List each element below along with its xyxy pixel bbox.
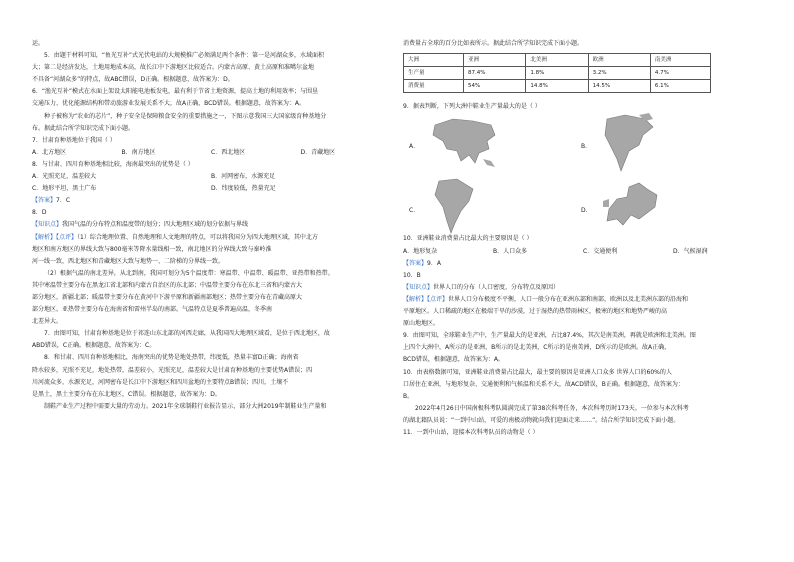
map-option-a-label[interactable]: A．	[409, 143, 420, 151]
answer-label: 【答案】	[403, 259, 428, 267]
text-line	[32, 74, 390, 86]
q7-options	[32, 147, 390, 159]
text-line-content: 7．由图可知，甘肃育种基地是位于祁连山东北部的河西走廊，从我国四大地理区域看，是位于西北地区，故	[44, 330, 330, 338]
text-line	[32, 135, 390, 147]
text-line-content: （2）根据气温的南北差异，从北到南，我国可划分为5个温度带：寒温带、中温带、暖温带、亚热带和热带。	[44, 269, 334, 277]
answer-9	[403, 258, 763, 270]
text-line	[32, 50, 390, 62]
table-header-cell: 大洲	[404, 54, 464, 67]
question-9: 9．据表判断，下列大洲中鞋业生产量最大的是（ ）	[403, 103, 541, 111]
text-line	[403, 354, 763, 366]
analysis-label: 【解析】	[403, 295, 428, 303]
text-line	[403, 306, 763, 318]
q8-option-a[interactable]: A．光照充足，温差较大	[32, 173, 97, 181]
shoe-industry-table	[403, 53, 711, 93]
text-line-content: 上四个大洲中，A所示的是亚洲，B所示的是北美洲，C所示的是南美洲，D所示的是欧洲。故A正确，	[403, 344, 671, 352]
text-line-content: 大；第二是经济发达，土地用地成本高，故长江中下游地区比较适合。内蒙古高原、黄土高原和准噶尔盆地	[32, 64, 315, 72]
text-line-content: 制鞋产业生产过程中需要大量的劳动力。2021年全球制鞋行业报告显示，部分大洲2019年制鞋业生产量和	[44, 402, 327, 410]
q8-option-c[interactable]: C．地形平坦，黑土广布	[32, 185, 97, 193]
table-cell: 87.4%	[464, 67, 526, 80]
text-line-content: 的湖北籍队员说：“一到中山站，可爱的南极动物就向我们迎面走来……”。结合所学知识完成下面小题。	[403, 416, 680, 424]
text-line	[32, 86, 390, 98]
text-line	[32, 123, 390, 135]
north-america-map-icon[interactable]	[599, 113, 659, 175]
table-cell: 14.8%	[526, 80, 588, 93]
answer-9-value: 9．A	[427, 259, 441, 267]
text-line	[32, 280, 390, 292]
text-line-content: 口居住在亚洲，与地形复杂、交通便利和气候温和关系不大，故ACD错误，B正确。根据题意，故答案为：	[403, 380, 684, 388]
south-america-map-icon[interactable]	[429, 177, 479, 235]
comment-label: 【点评】	[427, 295, 449, 303]
table-cell: 3.2%	[588, 67, 650, 80]
table-cell: 4.7%	[650, 67, 710, 80]
table-header-row	[404, 54, 711, 67]
text-line-content: 10．由表格数据可知，亚洲鞋业消费量占比最大，最主要的原因是亚洲人口众多 世界人口的60%的人	[403, 368, 672, 376]
map-option-c-label[interactable]: C．	[409, 207, 420, 215]
text-line-content: 6．“渔光互补”模式在水面上架设太阳能电池板发电，最有利于节省土地资源，提高土地的利用效率；与围垦	[32, 88, 319, 96]
text-line	[403, 391, 763, 403]
analysis-label: 【解析】	[32, 233, 57, 241]
text-line-content: BCD错误，根据题意，故答案为：A。	[403, 356, 504, 364]
asia-map-icon[interactable]	[429, 115, 499, 171]
q8-options-row1	[32, 171, 390, 183]
text-line-content: 其中寒温带主要分布在黑龙江省北部和内蒙古自治区的东北部；中温带主要分布在东北三省和内蒙古大	[32, 281, 303, 289]
q8-option-b[interactable]: B．河网密布，水源充足	[211, 173, 276, 181]
text-line-content: 河一线一致，西北地区和青藏地区大致与地势一、二阶梯的分界线一致。	[32, 257, 225, 265]
q10-option-a[interactable]: A．地形复杂	[403, 247, 438, 255]
table-cell: 消费量	[404, 80, 464, 93]
text-line	[32, 401, 390, 413]
text-line-content: 部分地区。亚热带主要分布在海南省和雷州半岛的南部。气温特点是夏季普遍高温，冬季南	[32, 306, 273, 314]
q8-option-d[interactable]: D．纬度较低，热量充足	[211, 185, 276, 193]
q8-options-row2	[32, 183, 390, 195]
continent-map-options	[403, 113, 763, 233]
text-line-content: 北差异大。	[32, 318, 63, 326]
knowledge-point-1	[32, 219, 390, 231]
q7-option-b[interactable]: B．南方地区	[121, 148, 156, 156]
map-option-b-label[interactable]: B．	[581, 143, 592, 151]
text-line-content: 交通压力、优化能源结构和带动旅游业发展关系不大，故A正确，BCD错误。根据题意，故答案为：A。	[32, 100, 306, 108]
text-line-content: 降水较多，光照不充足，地处热带，温差较小，光照充足，温差较大是甘肃育种基地的主要优势A错误；四	[32, 366, 313, 374]
table-row	[404, 67, 711, 80]
text-line	[403, 342, 763, 354]
q7-option-a[interactable]: A．北方地区	[32, 148, 67, 156]
europe-map-icon[interactable]	[599, 179, 661, 231]
text-line	[32, 389, 390, 401]
table-cell: 14.5%	[588, 80, 650, 93]
text-line-content: 原山地地区。	[403, 320, 440, 328]
text-line	[32, 352, 390, 364]
table-header-cell: 亚洲	[464, 54, 526, 67]
table-header-cell: 欧洲	[588, 54, 650, 67]
text-line-content: 运。	[32, 40, 45, 47]
text-line	[32, 316, 390, 328]
question-10: 10．亚洲鞋业消费量占比最大的主要原因是（ ）	[403, 235, 533, 243]
knowledge-text-2: 世界人口的分布（人口密度、分布特点及原因）	[433, 283, 560, 291]
table-cell: 54%	[464, 80, 526, 93]
text-line	[32, 377, 390, 389]
text-line	[403, 427, 763, 439]
analysis-text: （1）综合地理位置、自然地理和人文地理的特点，可以将我国分为四大地理区域，其中北方	[77, 233, 318, 241]
text-line	[32, 304, 390, 316]
table-header-cell: 南美洲	[650, 54, 710, 67]
text-line-content: 地区和南方地区的界线大致与800毫米等降水量线相一致，南北地区的分界线大致与秦岭淮	[32, 245, 272, 253]
answer-7	[32, 195, 390, 207]
text-line-content: 5．由题干材料可知，“鱼光互补”式光伏电站的大规模推广必须满足两个条件：第一是河湖众多，水域面积	[44, 52, 325, 60]
text-line-content: 川河流众多，水源充足，河网密布是长江中下游地区和四川盆地的主要特点B错误；四川，土壤不	[32, 378, 289, 386]
text-line	[403, 379, 763, 391]
text-line	[403, 367, 763, 379]
q7-option-d[interactable]: D．青藏地区	[300, 148, 336, 156]
table-cell: 1.8%	[526, 67, 588, 80]
q10-options	[403, 246, 763, 258]
q10-option-b[interactable]: B．人口众多	[493, 247, 528, 255]
text-line	[32, 62, 390, 74]
text-line	[32, 98, 390, 110]
text-line	[32, 244, 390, 256]
text-line-content: B。	[403, 392, 414, 400]
comment-label: 【点评】	[56, 233, 78, 241]
knowledge-point-2	[403, 282, 763, 294]
right-column	[403, 38, 763, 439]
table-intro: 消费量占全球的百分比如表所示。据此结合所学知识完成下面小题。	[403, 40, 584, 47]
map-option-d-label[interactable]: D．	[581, 207, 592, 215]
knowledge-text: 我国气温的分布特点和温度带的划分；四大地理区域的划分依据与界线	[62, 221, 249, 229]
q7-option-c[interactable]: C．西北地区	[211, 148, 246, 156]
text-line	[32, 292, 390, 304]
answer-label: 【答案】	[32, 197, 57, 205]
table-row	[404, 80, 711, 93]
text-line	[403, 318, 763, 330]
answer-8: 8．D	[32, 209, 47, 217]
text-line	[403, 415, 763, 427]
text-line	[403, 330, 763, 342]
table-cell: 生产量	[404, 67, 464, 80]
q10-option-d[interactable]: D．气候湿润	[673, 247, 708, 255]
text-line	[32, 328, 390, 340]
knowledge-label: 【知识点】	[403, 283, 434, 291]
left-column	[32, 38, 390, 413]
text-line	[403, 403, 763, 415]
analysis-1	[32, 232, 390, 244]
text-line-content: 8．和甘肃、四川育种基地相比，海南突出的优势是地处热带，纬度低，热量丰富D正确；海南省	[44, 354, 299, 362]
question-8: 8．与甘肃、四川育种基地相比较，海南最突出的优势是（ ）	[32, 160, 194, 168]
answer-10: 10．B	[403, 271, 421, 279]
text-line-content: 世界人口分布极度不平衡，人口一般分布在亚洲东部和南部，欧洲以及北美洲东部的沿海和	[448, 295, 689, 303]
table-header-cell: 北美洲	[526, 54, 588, 67]
text-line-content: ABD错误，C正确。根据题意，故答案为：C。	[32, 342, 156, 350]
text-line	[403, 294, 763, 306]
text-line-content: 2022年4月26日中国南极科考队圆满完成了第38次科考任务，本次科考历时173天。一位参与本次科考	[415, 404, 689, 412]
text-line	[32, 340, 390, 352]
text-line-content: 部分地区，新疆北部；暖温带主要分布在黄河中下游平原和新疆南部地区；热带主要分布在青藏高原大	[32, 293, 303, 301]
knowledge-label: 【知识点】	[32, 221, 63, 229]
table-cell: 6.1%	[650, 80, 710, 93]
text-line	[32, 268, 390, 280]
text-line	[32, 365, 390, 377]
text-line-content: 不具备“河湖众多”的特点，故ABC错误，D正确。根据题意，故答案为：D。	[32, 76, 234, 84]
answer-7-value: 7．C	[56, 197, 71, 205]
text-line-content: 平原地区。人口稀疏的地区在极端干旱的沙漠，过于湿热的热带雨林区，极寒的地区和地势严峻的高	[403, 308, 668, 316]
text-line-content: 是黑土，黑土主要分布在东北地区，C错误。根据题意，故答案为：D。	[32, 390, 221, 398]
text-line-content: 布。据此结合所学知识完成下面小题。	[32, 124, 135, 132]
text-line-content: 11．一到中山站，迎接本次科考队员的动物是（ ）	[403, 428, 539, 436]
text-line-content: 种子被称为“农业的芯片”，种子安全是保障粮食安全的重要措施之一，下图示意我国三大国家级育种基地分	[44, 112, 327, 120]
text-line-content: 9．由图可知，全球鞋业生产中，生产量最大的是亚洲，占比87.4%，其次是南美洲，再就是欧洲和北美洲。图	[403, 332, 696, 340]
text-line-content: 7．甘肃育种基地位于我国（ ）	[32, 136, 116, 144]
text-line	[32, 38, 390, 50]
q10-option-c[interactable]: C．交通便利	[583, 247, 618, 255]
text-line	[32, 111, 390, 123]
text-line	[32, 256, 390, 268]
